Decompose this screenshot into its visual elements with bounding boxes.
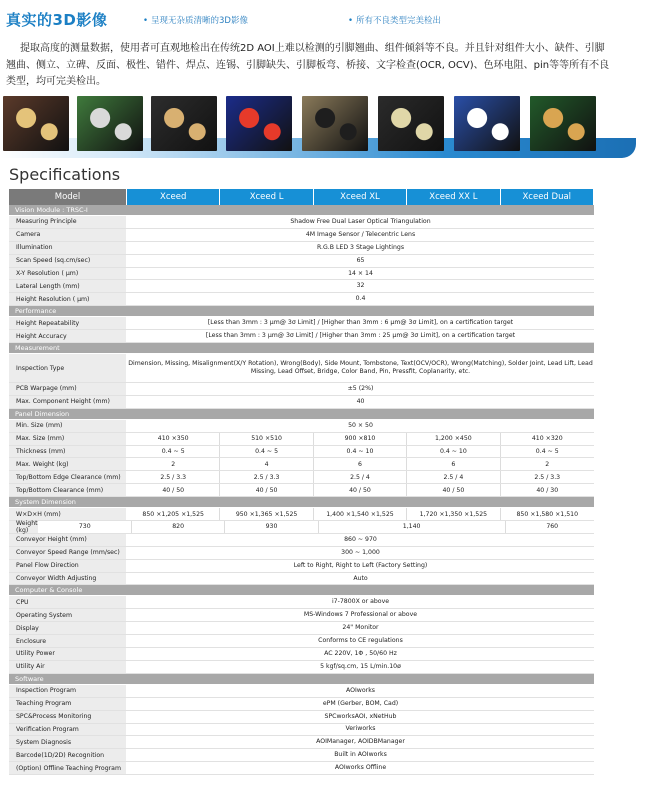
- spec-value: 24" Monitor: [342, 624, 379, 632]
- spec-label: CPU: [9, 596, 127, 608]
- spec-row: [9, 749, 594, 762]
- spec-row: [9, 724, 594, 737]
- model-column-header: Xceed: [127, 189, 220, 205]
- spec-label: Max. Size (mm): [9, 433, 127, 445]
- spec-value: 860 ~ 970: [344, 535, 377, 543]
- spec-cell: 2: [545, 460, 550, 468]
- spec-label: Teaching Program: [9, 698, 127, 710]
- spec-row: [9, 317, 594, 330]
- spec-cell: 2.5 / 4: [407, 471, 500, 483]
- photo-qfp-leads: [378, 96, 444, 151]
- spec-row: [9, 458, 594, 471]
- spec-cell: 40 / 50: [127, 484, 220, 496]
- spec-label: Top/Bottom Edge Clearance (mm): [9, 471, 127, 483]
- spec-label: Scan Speed (sq.cm/sec): [9, 255, 127, 267]
- spec-row: [9, 622, 594, 635]
- inspection-photo-strip: [0, 96, 646, 158]
- spec-row: [9, 446, 594, 459]
- spec-value: [Less than 3mm : 3 μm@ 3σ Limit] / [Higher than 3mm : 25 μm@ 3σ Limit], on a certification target: [205, 332, 516, 340]
- spec-value: AOIManager, AOIDBManager: [316, 738, 405, 746]
- photo-chip-components: [3, 96, 69, 151]
- feature-text: 所有不良类型完美检出: [356, 16, 442, 26]
- spec-label: Utility Air: [9, 661, 127, 673]
- spec-label: Height Resolution ( μm): [9, 293, 127, 305]
- spec-value: [Less than 3mm : 3 μm@ 3σ Limit] / [Higher than 3mm : 6 μm@ 3σ Limit], on a certification target: [207, 319, 514, 327]
- spec-row: [9, 508, 594, 521]
- spec-value: ePM (Gerber, BOM, Cad): [322, 699, 399, 707]
- spec-row: [9, 762, 594, 775]
- spec-cell: 510 ×510: [220, 433, 313, 445]
- spec-row: [9, 255, 594, 268]
- spec-value: 40: [356, 397, 365, 405]
- spec-value: R.G.B LED 3 Stage Lightings: [316, 243, 405, 251]
- spec-cell: 2.5 / 3.3: [534, 473, 561, 481]
- photo-blue-pcb: [454, 96, 520, 151]
- spec-label: X-Y Resolution ( μm): [9, 268, 127, 280]
- spec-row: [9, 596, 594, 609]
- spec-cell: 730: [39, 521, 132, 533]
- spec-label: Enclosure: [9, 635, 127, 647]
- section-header: Vision Module : TRSC-I: [9, 205, 594, 216]
- spec-row: [9, 293, 594, 306]
- model-column-header: Xceed XX L: [407, 189, 500, 205]
- table-body: [9, 205, 594, 775]
- spec-label: Lateral Length (mm): [9, 280, 127, 292]
- spec-row: [9, 280, 594, 293]
- photo-board-solder: [77, 96, 143, 151]
- spec-value: 50 × 50: [348, 421, 373, 429]
- spec-label: Top/Bottom Clearance (mm): [9, 484, 127, 496]
- feature-text: 呈现无杂质清晰的3D影像: [151, 16, 248, 26]
- spec-value: 32: [356, 282, 365, 290]
- model-column-header: Xceed Dual: [501, 189, 594, 205]
- spec-value: Built in AOIworks: [334, 751, 387, 759]
- spec-value: Shadow Free Dual Laser Optical Triangulation: [290, 217, 431, 225]
- spec-value: 14 × 14: [348, 269, 373, 277]
- spec-cell: 0.4 ~ 10: [407, 446, 500, 458]
- spec-cell: 0.4 ~ 5: [220, 446, 313, 458]
- spec-value: ±5 (2%): [347, 384, 374, 392]
- spec-label: Inspection Program: [9, 685, 127, 697]
- spec-cell: 40 / 50: [220, 484, 313, 496]
- spec-row: [9, 354, 594, 383]
- spec-cell: 410 ×320: [531, 435, 563, 443]
- spec-label: PCB Warpage (mm): [9, 383, 127, 395]
- spec-label: Max. Component Height (mm): [9, 396, 127, 408]
- section-header: Computer & Console: [9, 585, 594, 596]
- spec-row: [9, 573, 594, 586]
- spec-cell: 850 ×1,580 ×1,510: [516, 510, 579, 518]
- spec-cell: 2.5 / 4: [314, 471, 407, 483]
- spec-row: [9, 433, 594, 446]
- spec-cell: 1,200 ×450: [407, 433, 500, 445]
- spec-label: Operating System: [9, 609, 127, 621]
- spec-row: [9, 547, 594, 560]
- spec-cell: 40 / 30: [536, 486, 559, 494]
- bullet-icon: •: [348, 16, 354, 26]
- section-title: 真实的3D影像: [6, 11, 108, 29]
- feature-item: [348, 14, 441, 26]
- spec-value: Veriworks: [345, 725, 376, 733]
- model-column-header: Xceed XL: [314, 189, 407, 205]
- spec-row: [9, 268, 594, 281]
- spec-value: SPCworksAOI, xNetHub: [324, 712, 397, 720]
- bullet-icon: •: [143, 16, 149, 26]
- spec-cell: 820: [132, 521, 225, 533]
- spec-value: MS-Windows 7 Professional or above: [303, 611, 418, 619]
- spec-label: Utility Power: [9, 648, 127, 660]
- spec-row: [9, 396, 594, 409]
- spec-row: [9, 685, 594, 698]
- spec-cell: 6: [407, 458, 500, 470]
- photo-3d-height-map: [226, 96, 292, 151]
- spec-label: Panel Flow Direction: [9, 560, 127, 572]
- section-header: Panel Dimension: [9, 409, 594, 420]
- spec-cell: 1,400 ×1,540 ×1,525: [314, 508, 407, 520]
- spec-value: AOIworks Offline: [334, 764, 387, 772]
- spec-label: Conveyor Speed Range (mm/sec): [9, 547, 127, 559]
- spec-value: AC 220V, 1Φ , 50/60 Hz: [324, 649, 397, 657]
- photo-resistor-e01: [302, 96, 368, 151]
- section-header: Software: [9, 674, 594, 685]
- spec-label: Conveyor Width Adjusting: [9, 573, 127, 585]
- spec-label: SPC&Process Monitoring: [9, 711, 127, 723]
- spec-row: [9, 534, 594, 547]
- spec-row: [9, 471, 594, 484]
- model-column-header: Xceed L: [220, 189, 313, 205]
- spec-label: Verification Program: [9, 724, 127, 736]
- spec-label: Illumination: [9, 242, 127, 254]
- spec-row: [9, 635, 594, 648]
- photo-ic-leads: [151, 96, 217, 151]
- spec-value: Dimension, Missing, Misalignment(X/Y Rotation), Wrong(Body), Side Mount, Tombstone, Text(OCV/OCR), Wrong(Matching), Solder Joint, Lead Lift, Lead Missing, Lead Offset, Bridge, Color Band, Pin, Pressfit, Coplanarity, etc.: [128, 360, 593, 376]
- spec-label: Camera: [9, 229, 127, 241]
- spec-row: [9, 661, 594, 674]
- spec-cell: 2: [127, 458, 220, 470]
- spec-cell: 930: [225, 521, 318, 533]
- spec-row: [9, 484, 594, 497]
- spec-value: i7-7800X or above: [331, 598, 390, 606]
- section-header: Measurement: [9, 343, 594, 354]
- spec-label: Conveyor Height (mm): [9, 534, 127, 546]
- spec-cell: 40 / 50: [407, 484, 500, 496]
- spec-row: [9, 736, 594, 749]
- spec-label: Thickness (mm): [9, 446, 127, 458]
- spec-value: Left to Right, Right to Left (Factory Setting): [293, 561, 428, 569]
- spec-label: Min. Size (mm): [9, 420, 127, 432]
- table-header-row: [9, 189, 594, 205]
- spec-label: Height Accuracy: [9, 330, 127, 342]
- spec-row: [9, 521, 594, 534]
- spec-cell: 2.5 / 3.3: [220, 471, 313, 483]
- spec-row: [9, 698, 594, 711]
- intro-paragraph: 提取高度的测量数据，使用者可直观地检出在传统2D AOI上难以检测的引脚翘曲、组件倾斜等不良。并且针对组件大小、缺件、引脚翘曲、侧立、立碑、反面、极性、错件、焊点、连锡、引脚缺失、引脚板弯、桥接、文字检查(OCR, OCV)、色环电阻、pin等等所有不良类型，均可完美检出。: [6, 43, 610, 87]
- spec-row: [9, 560, 594, 573]
- spec-cell: 40 / 50: [314, 484, 407, 496]
- model-header: Model: [9, 189, 127, 205]
- spec-cell: 4: [220, 458, 313, 470]
- spec-cell: 0.4 ~ 10: [314, 446, 407, 458]
- spec-value: 5 kgf/sq.cm, 15 L/min.10ø: [320, 662, 401, 670]
- spec-cell: 1,140: [319, 521, 506, 533]
- section-header: Performance: [9, 306, 594, 317]
- spec-cell: 850 ×1,205 ×1,525: [127, 508, 220, 520]
- spec-row: [9, 420, 594, 433]
- spec-label: System Diagnosis: [9, 736, 127, 748]
- spec-value: Conforms to CE regulations: [318, 637, 403, 645]
- photo-gold-pads: [530, 96, 596, 151]
- spec-label: Height Repeatability: [9, 317, 127, 329]
- spec-cell: 0.4 ~ 5: [127, 446, 220, 458]
- spec-label: Measuring Principle: [9, 216, 127, 228]
- spec-row: [9, 229, 594, 242]
- spec-value: 300 ~ 1,000: [341, 548, 380, 556]
- feature-item: [143, 14, 248, 26]
- spec-row: [9, 711, 594, 724]
- spec-row: [9, 648, 594, 661]
- spec-value: 0.4: [355, 295, 366, 303]
- spec-value: Auto: [353, 574, 368, 582]
- spec-row: [9, 216, 594, 229]
- spec-label: Weight (kg): [9, 521, 39, 533]
- spec-cell: 6: [314, 458, 407, 470]
- spec-label: (Option) Offline Teaching Program: [9, 762, 127, 774]
- spec-value: 4M Image Sensor / Telecentric Lens: [305, 230, 416, 238]
- spec-label: W×D×H (mm): [9, 508, 127, 520]
- spec-cell: 760: [546, 523, 559, 531]
- spec-label: Inspection Type: [9, 354, 127, 382]
- spec-value: AOIworks: [345, 686, 376, 694]
- spec-label: Display: [9, 622, 127, 634]
- spec-cell: 1,720 ×1,350 ×1,525: [407, 508, 500, 520]
- spec-row: [9, 330, 594, 343]
- spec-cell: 950 ×1,365 ×1,525: [220, 508, 313, 520]
- spec-label: Barcode(1D/2D) Recognition: [9, 749, 127, 761]
- feature-header: [0, 0, 646, 40]
- spec-value: 65: [356, 256, 365, 264]
- specifications-table: [9, 189, 594, 775]
- spec-cell: 410 ×350: [127, 433, 220, 445]
- spec-row: [9, 383, 594, 396]
- spec-label: Max. Weight (kg): [9, 458, 127, 470]
- spec-row: [9, 609, 594, 622]
- specifications-heading: Specifications: [9, 165, 121, 184]
- section-header: System Dimension: [9, 497, 594, 508]
- spec-cell: 0.4 ~ 5: [535, 448, 559, 456]
- spec-cell: 900 ×810: [314, 433, 407, 445]
- spec-row: [9, 242, 594, 255]
- spec-cell: 2.5 / 3.3: [127, 471, 220, 483]
